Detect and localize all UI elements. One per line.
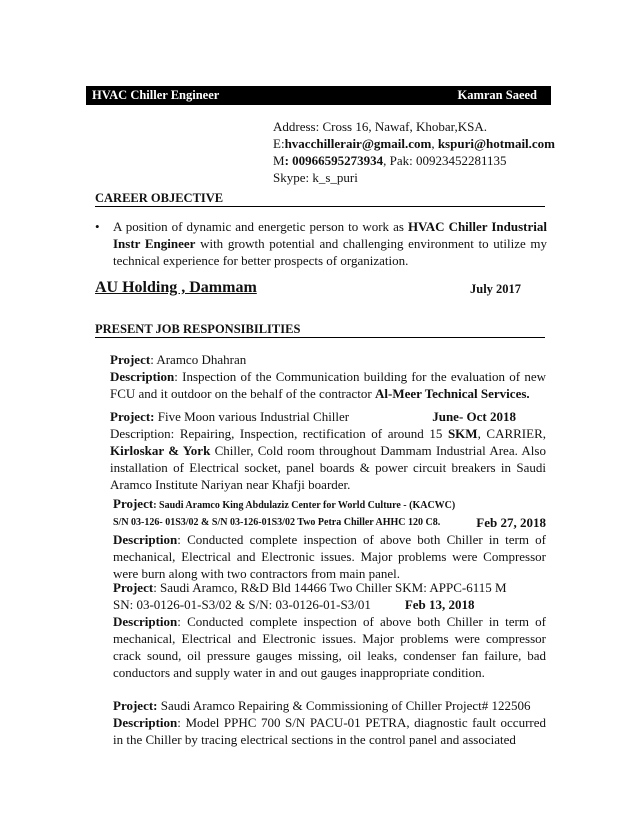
brand-skm: SKM	[447, 426, 478, 441]
project-date: Feb 27, 2018	[476, 515, 546, 530]
serial-numbers: SN: 03-0126-01-S3/02 & S/N: 03-0126-01-S3/01	[113, 597, 371, 612]
description-label: Description	[113, 532, 178, 547]
phone-line	[273, 152, 555, 169]
project-value: : Aramco Dhahran	[150, 352, 247, 367]
project-label: Project	[113, 496, 154, 511]
description	[110, 425, 546, 493]
description	[110, 368, 546, 402]
description	[113, 613, 546, 681]
contact-block	[273, 118, 555, 186]
description-label: Description	[110, 369, 175, 384]
serial-numbers: S/N 03-126- 01S3/02 & S/N 03-126-01S3/02 Two Petra Chiller AHHC 120 C8.	[113, 517, 441, 528]
project-value: Five Moon various Industrial Chiller	[154, 409, 350, 424]
project-label: Project:	[110, 409, 155, 424]
career-objective-heading: CAREER OBJECTIVE	[95, 190, 545, 207]
mobile-prefix: M	[273, 153, 285, 168]
description-text-2: , CARRIER,	[477, 426, 546, 441]
project-line	[113, 579, 546, 596]
job-title: HVAC Chiller Engineer	[92, 88, 220, 102]
project-commissioning	[113, 697, 546, 748]
bullet-icon: •	[95, 219, 100, 234]
project-line	[110, 408, 546, 425]
objective-text	[113, 218, 547, 269]
project-date: June- Oct 2018	[432, 409, 516, 424]
project-date: Feb 13, 2018	[404, 597, 475, 612]
project-aramco-dhahran	[110, 351, 546, 402]
pak-number: , Pak: 00923452281135	[383, 153, 507, 168]
address-line: Address: Cross 16, Nawaf, Khobar,KSA.	[273, 119, 487, 134]
present-responsibilities-heading: PRESENT JOB RESPONSIBILITIES	[95, 321, 545, 338]
project-value: Saudi Aramco Repairing & Commissioning of Chiller Project# 122506	[157, 698, 531, 713]
description-label: Description	[113, 715, 178, 730]
description	[113, 714, 546, 748]
email-prefix: E:	[273, 136, 285, 151]
description-text: : Conducted complete inspection of above both Chiller in term of mechanical, Electrical and Electronic issues. Major problems were compressor crack sound, oil pressure gauges missing, oil leaks, condenser fan failure, bad conductors and supply water in and out gauges inappropriate condition.	[113, 614, 546, 680]
objective-text-2: with growth potential and challenging environment to utilize my technical experience for better prospects of organization.	[113, 236, 548, 268]
email-alt-link[interactable]: kspuri@hotmail.com	[437, 136, 556, 151]
description-text-3: Chiller, Cold room throughout Dammam Industrial Area. Also installation of Electrical socket, panel boards & power circuit breakers in Saudi Aramco Institute Nariyan near Khafji boarder.	[110, 443, 546, 492]
project-label: Project	[110, 352, 151, 367]
project-title	[110, 408, 349, 425]
description-text: : Conducted complete inspection of above both Chiller in term of mechanical, Electrical and Electronic issues. Major problems were Compressor were burn along with two contractors from main panel.	[113, 532, 546, 581]
career-objective	[95, 218, 547, 269]
project-label: Project:	[113, 698, 158, 713]
candidate-name: Kamran Saeed	[457, 88, 537, 102]
project-kacwc	[113, 495, 546, 582]
description-label: Description	[113, 614, 178, 629]
project-rd-bld	[113, 579, 546, 681]
email-separator: ,	[431, 136, 438, 151]
description	[113, 531, 546, 582]
project-five-moon	[110, 408, 546, 493]
project-label: Project	[113, 580, 154, 595]
brand-kirloskar-york: Kirloskar & York	[110, 443, 211, 458]
contractor-name: Al-Meer Technical Services.	[375, 386, 530, 401]
serial-line	[113, 514, 546, 531]
description-text: : Model PPHC 700 S/N PACU-01 PETRA, diagnostic fault occurred in the Chiller by tracing electrical sections in the control panel and associated	[113, 715, 546, 747]
objective-role: HVAC Chiller Industrial Instr Engineer	[113, 219, 547, 251]
serial-line	[113, 596, 546, 613]
company-name: AU Holding , Dammam	[95, 279, 257, 296]
project-value: : Saudi Aramco, R&D Bld 14466 Two Chiller SKM: APPC-6115 M	[153, 580, 507, 595]
project-line	[110, 351, 546, 368]
company-date: July 2017	[470, 282, 522, 296]
skype-line: Skype: k_s_puri	[273, 170, 358, 185]
mobile-number: : 00966595273934	[284, 153, 384, 168]
email-line	[273, 135, 555, 152]
project-line	[113, 495, 546, 514]
description-text: : Inspection of the Communication building for the evaluation of new FCU and it outdoor on the behalf of the contractor	[110, 369, 546, 401]
objective-text-1: A position of dynamic and energetic person to work as	[113, 219, 408, 234]
header-bar	[86, 86, 551, 105]
project-value: : Saudi Aramco King Abdulaziz Center for World Culture - (KACWC)	[153, 500, 456, 511]
email-main-link[interactable]: hvacchillerair@gmail.com	[284, 136, 432, 151]
description-text-1: Description: Repairing, Inspection, rectification of around 15	[110, 426, 448, 441]
project-line	[113, 697, 546, 714]
